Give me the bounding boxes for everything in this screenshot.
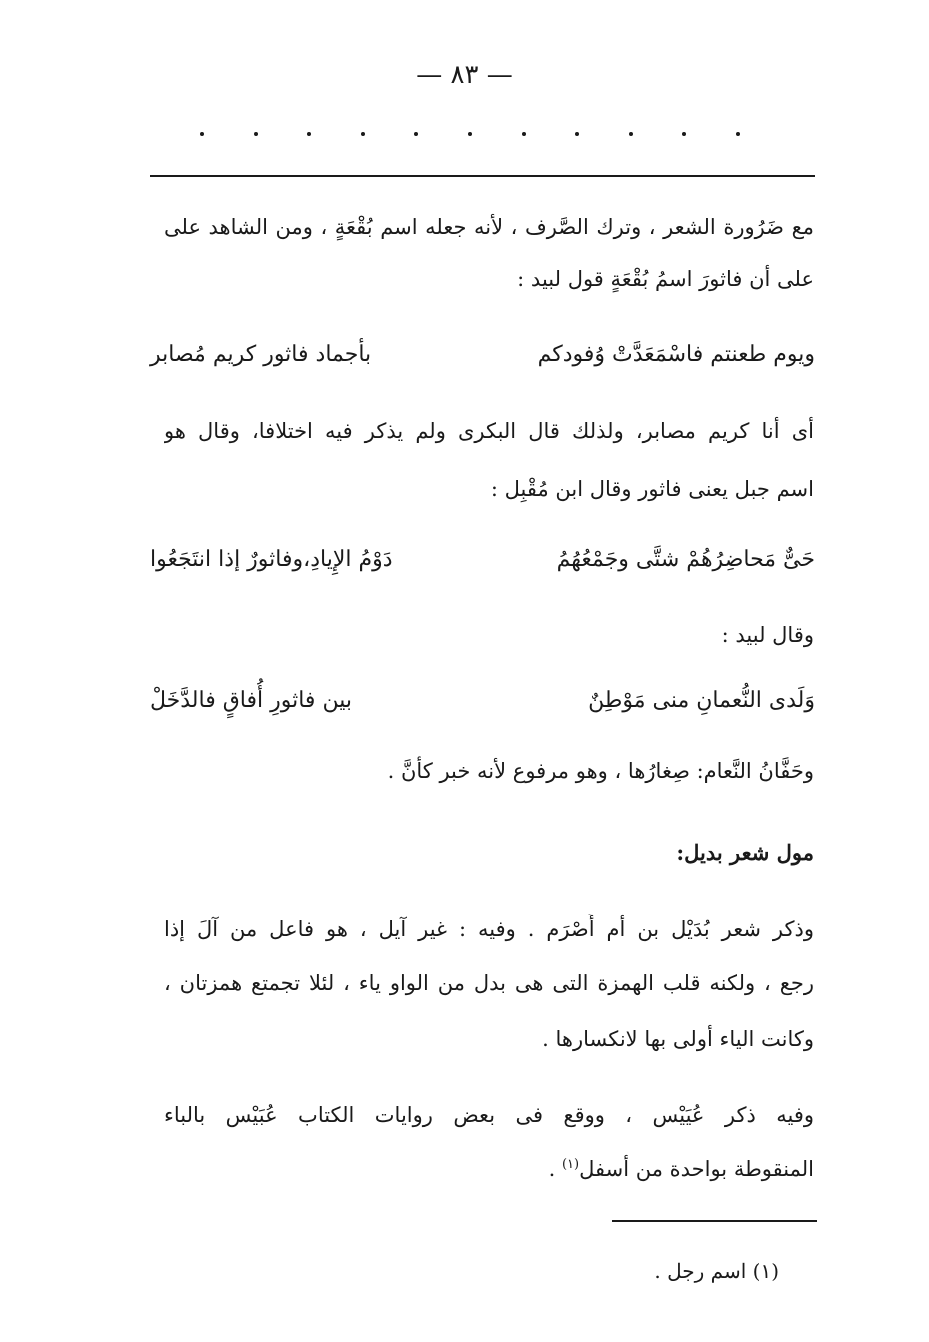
ornament-dot (254, 132, 258, 136)
footnote: (١) اسم رجل . (654, 1259, 779, 1283)
paragraph-line: وفيه ذكر عُيَيْس ، ووقع فى بعض روايات الكتاب عُبَيْس بالباء (164, 1103, 814, 1127)
section-heading: مول شعر بديل: (676, 840, 814, 865)
ornament-dot (629, 132, 633, 136)
verse-hemistich: بين فاثورِ أُفاقٍ فالدَّخَلْ (150, 688, 352, 713)
paragraph-text-end: . (548, 1157, 562, 1181)
paragraph-line (164, 1150, 814, 1184)
verse-line (150, 686, 815, 716)
paragraph-line: وحَفَّانُ النَّعام: صِغارُها ، وهو مرفوع لأنه خبر كأنَّ . (387, 759, 814, 783)
footnote-rule (612, 1220, 817, 1222)
page-number: — ٨٣ — (416, 60, 513, 90)
ornament-dot (361, 132, 365, 136)
verse-hemistich: بأجماد فاثور كريم مُصابر (150, 342, 372, 367)
paragraph-line: أى أنا كريم مصابر، ولذلك قال البكرى ولم يذكر فيه اختلافا، وقال هو (164, 419, 814, 443)
paragraph-line: على أن فاثورَ اسمُ بُقْعَةٍ قول لبيد : (517, 267, 814, 291)
paragraph-line: رجع ، ولكنه قلب الهمزة التى هى بدل من الواو ياء ، لئلا تجمتع همزتان ، (164, 971, 814, 995)
ornament-dot (414, 132, 418, 136)
paragraph-line: اسم جبل يعنى فاثور وقال ابن مُقْبِل : (490, 477, 814, 501)
ornament-dot (307, 132, 311, 136)
footnote-marker: (١) (561, 1157, 580, 1172)
ornament-dot (200, 132, 204, 136)
ornament-dot (468, 132, 472, 136)
verse-hemistich: حَىٌّ مَحاضِرُهُمْ شتَّى وجَمْعُهُمُ (556, 547, 815, 572)
verse-line (150, 340, 815, 370)
ornament-dot (522, 132, 526, 136)
verse-hemistich: دَوْمُ الإِيادِ،وفاثورٌ إذا انتَجَعُوا (150, 547, 393, 572)
verse-intro: وقال لبيد : (721, 623, 814, 647)
paragraph-line: وكانت الياء أولى بها لانكسارها . (542, 1027, 814, 1051)
header-rule (150, 175, 815, 177)
ornamental-dots-row (200, 132, 740, 136)
paragraph-line: وذكر شعر بُدَيْل بن أم أَصْرَم . وفيه : غير آيل ، هو فاعل من آلَ إذا (164, 917, 814, 941)
verse-hemistich: ويوم طعنتم فاسْمَعَدَّتْ وُفودكم (537, 342, 815, 367)
verse-hemistich: وَلَدى النُّعمانِ منى مَوْطِنٌ (588, 688, 815, 713)
paragraph-line: مع ضَرُورة الشعر ، وترك الصَّرف ، لأنه جعله اسم بُقْعَةٍ ، ومن الشاهد على (164, 215, 814, 239)
verse-line (150, 545, 815, 575)
paragraph-text: المنقوطة بواحدة من أسفل (579, 1157, 814, 1181)
ornament-dot (682, 132, 686, 136)
ornament-dot (736, 132, 740, 136)
ornament-dot (575, 132, 579, 136)
